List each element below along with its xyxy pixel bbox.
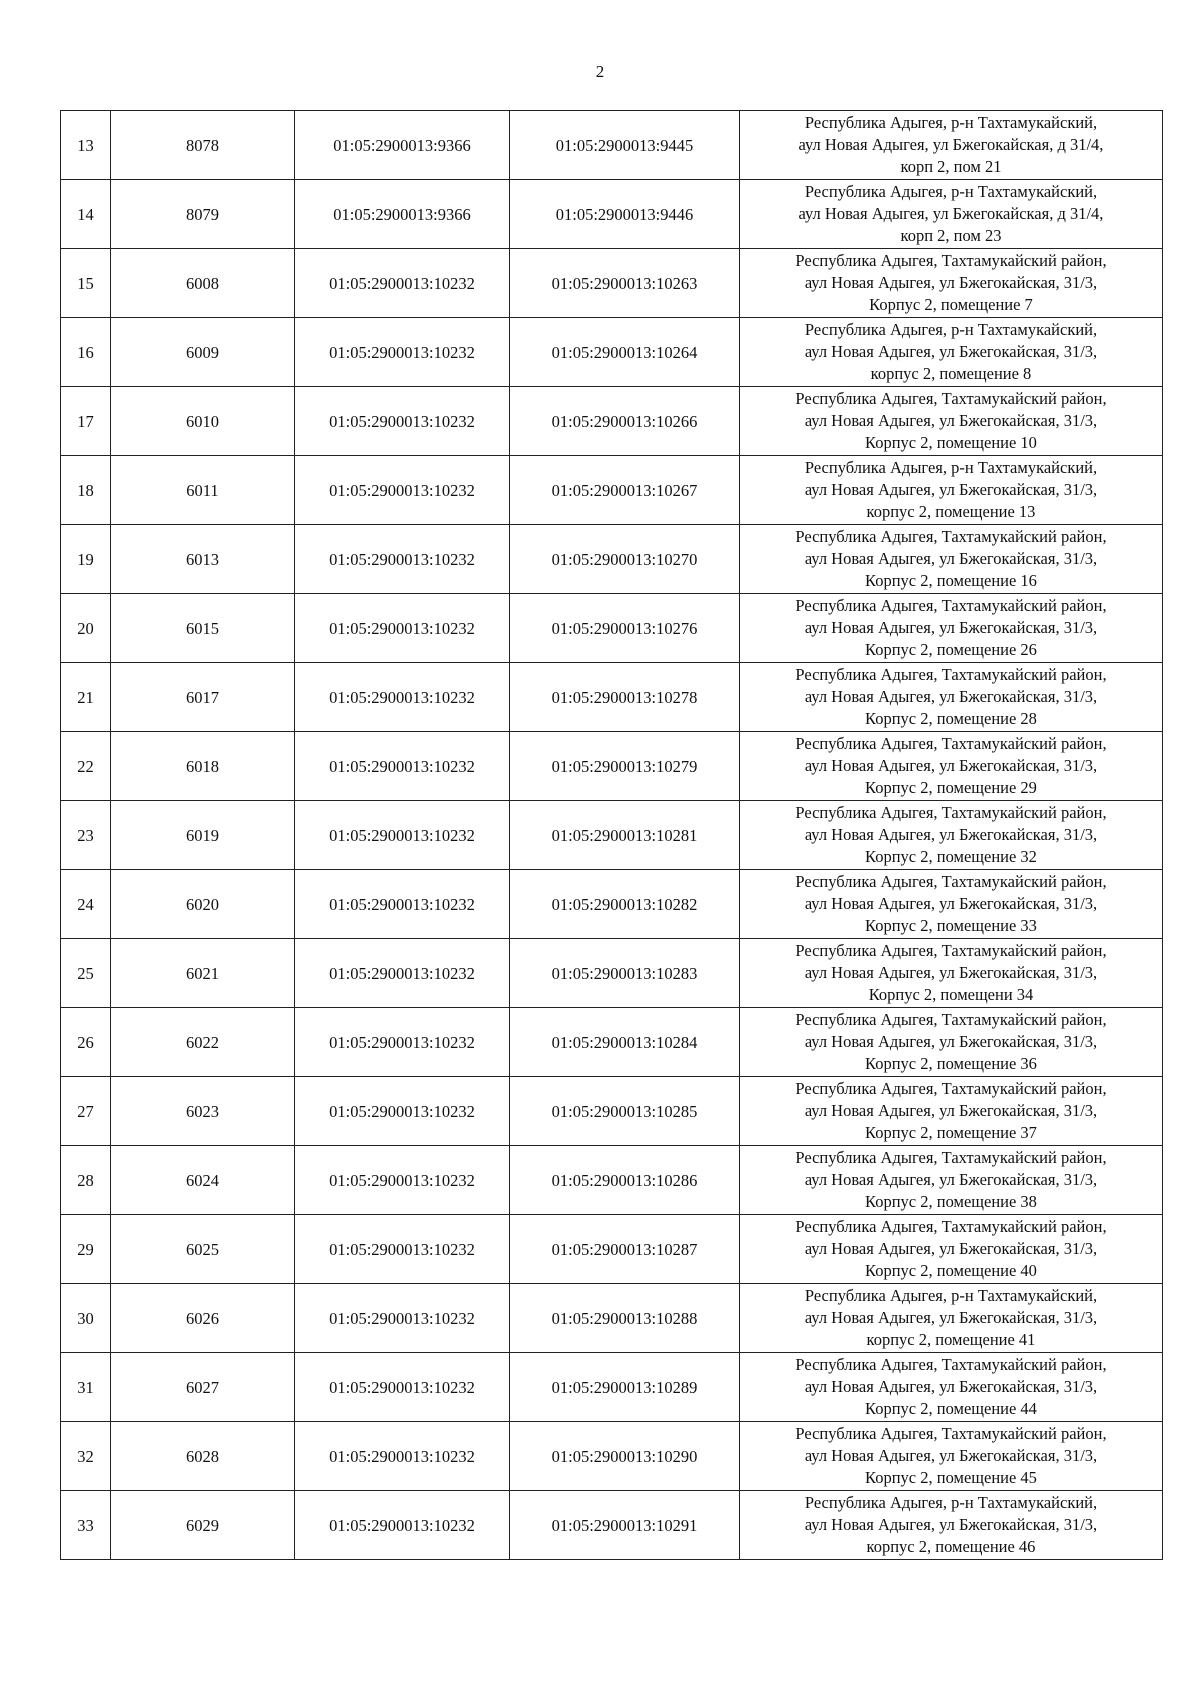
object-id-cell: 6009 bbox=[111, 318, 295, 387]
address-line: корпус 2, помещение 13 bbox=[866, 502, 1036, 521]
address-cell bbox=[740, 1491, 1163, 1560]
unit-cadastral-number-cell: 01:05:2900013:9446 bbox=[510, 180, 740, 249]
object-id-cell: 6023 bbox=[111, 1077, 295, 1146]
object-id-cell: 6025 bbox=[111, 1215, 295, 1284]
registry-rows bbox=[61, 111, 1163, 1560]
address-cell bbox=[740, 387, 1163, 456]
object-id-cell: 6010 bbox=[111, 387, 295, 456]
object-id-cell: 6024 bbox=[111, 1146, 295, 1215]
address-cell bbox=[740, 594, 1163, 663]
address-line: Республика Адыгея, Тахтамукайский район, bbox=[795, 872, 1107, 891]
unit-cadastral-number-cell: 01:05:2900013:10284 bbox=[510, 1008, 740, 1077]
address-line: Корпус 2, помещение 16 bbox=[865, 571, 1037, 590]
object-id-cell: 6008 bbox=[111, 249, 295, 318]
address-cell bbox=[740, 1422, 1163, 1491]
address-line: Корпус 2, помещение 29 bbox=[865, 778, 1037, 797]
row-number-cell: 15 bbox=[61, 249, 111, 318]
unit-cadastral-number-cell: 01:05:2900013:10285 bbox=[510, 1077, 740, 1146]
object-id-cell: 6021 bbox=[111, 939, 295, 1008]
parcel-cadastral-number-cell: 01:05:2900013:10232 bbox=[295, 1077, 510, 1146]
address-line: аул Новая Адыгея, ул Бжегокайская, 31/3, bbox=[804, 1170, 1098, 1189]
object-id-cell: 6020 bbox=[111, 870, 295, 939]
row-number-cell: 31 bbox=[61, 1353, 111, 1422]
page-number: 2 bbox=[595, 62, 605, 81]
address-line: Корпус 2, помещени 34 bbox=[868, 985, 1034, 1004]
address-line: Корпус 2, помещение 36 bbox=[865, 1054, 1037, 1073]
address-line: аул Новая Адыгея, ул Бжегокайская, 31/3, bbox=[804, 549, 1098, 568]
object-id-cell: 6029 bbox=[111, 1491, 295, 1560]
row-number-cell: 20 bbox=[61, 594, 111, 663]
address-line: аул Новая Адыгея, ул Бжегокайская, 31/3, bbox=[804, 687, 1098, 706]
table-row bbox=[61, 870, 1163, 939]
address-line: Республика Адыгея, р-н Тахтамукайский, bbox=[804, 182, 1098, 201]
row-number-cell: 18 bbox=[61, 456, 111, 525]
address-cell bbox=[740, 1008, 1163, 1077]
object-id-cell: 6011 bbox=[111, 456, 295, 525]
table-row bbox=[61, 1422, 1163, 1491]
address-line: аул Новая Адыгея, ул Бжегокайская, д 31/4, bbox=[798, 204, 1104, 223]
parcel-cadastral-number-cell: 01:05:2900013:10232 bbox=[295, 732, 510, 801]
table-row bbox=[61, 801, 1163, 870]
parcel-cadastral-number-cell: 01:05:2900013:10232 bbox=[295, 318, 510, 387]
table-row bbox=[61, 456, 1163, 525]
table-row bbox=[61, 1077, 1163, 1146]
parcel-cadastral-number-cell: 01:05:2900013:10232 bbox=[295, 387, 510, 456]
address-line: Корпус 2, помещение 26 bbox=[865, 640, 1037, 659]
parcel-cadastral-number-cell: 01:05:2900013:10232 bbox=[295, 1008, 510, 1077]
address-line: Республика Адыгея, р-н Тахтамукайский, bbox=[804, 320, 1098, 339]
address-line: Республика Адыгея, Тахтамукайский район, bbox=[795, 1148, 1107, 1167]
address-line: Корпус 2, помещение 38 bbox=[865, 1192, 1037, 1211]
row-number-cell: 26 bbox=[61, 1008, 111, 1077]
address-cell bbox=[740, 456, 1163, 525]
address-line: Республика Адыгея, Тахтамукайский район, bbox=[795, 389, 1107, 408]
address-line: аул Новая Адыгея, ул Бжегокайская, 31/3, bbox=[804, 1446, 1098, 1465]
table-row bbox=[61, 180, 1163, 249]
address-line: аул Новая Адыгея, ул Бжегокайская, д 31/4, bbox=[798, 135, 1104, 154]
address-cell bbox=[740, 249, 1163, 318]
address-line: корп 2, пом 21 bbox=[900, 157, 1002, 176]
unit-cadastral-number-cell: 01:05:2900013:10276 bbox=[510, 594, 740, 663]
table-row bbox=[61, 1353, 1163, 1422]
address-line: Республика Адыгея, р-н Тахтамукайский, bbox=[804, 458, 1098, 477]
row-number-cell: 22 bbox=[61, 732, 111, 801]
address-line: аул Новая Адыгея, ул Бжегокайская, 31/3, bbox=[804, 894, 1098, 913]
parcel-cadastral-number-cell: 01:05:2900013:10232 bbox=[295, 249, 510, 318]
address-cell bbox=[740, 111, 1163, 180]
parcel-cadastral-number-cell: 01:05:2900013:10232 bbox=[295, 1353, 510, 1422]
address-line: аул Новая Адыгея, ул Бжегокайская, 31/3, bbox=[804, 1032, 1098, 1051]
table-row bbox=[61, 594, 1163, 663]
address-line: Республика Адыгея, р-н Тахтамукайский, bbox=[804, 1286, 1098, 1305]
object-id-cell: 6018 bbox=[111, 732, 295, 801]
table-row bbox=[61, 525, 1163, 594]
unit-cadastral-number-cell: 01:05:2900013:10290 bbox=[510, 1422, 740, 1491]
address-cell bbox=[740, 1284, 1163, 1353]
address-line: Корпус 2, помещение 37 bbox=[865, 1123, 1037, 1142]
row-number-cell: 24 bbox=[61, 870, 111, 939]
table-row bbox=[61, 1146, 1163, 1215]
table-row bbox=[61, 1215, 1163, 1284]
row-number-cell: 17 bbox=[61, 387, 111, 456]
table-row bbox=[61, 249, 1163, 318]
address-line: аул Новая Адыгея, ул Бжегокайская, 31/3, bbox=[804, 1101, 1098, 1120]
address-line: Республика Адыгея, Тахтамукайский район, bbox=[795, 596, 1107, 615]
address-cell bbox=[740, 1077, 1163, 1146]
parcel-cadastral-number-cell: 01:05:2900013:10232 bbox=[295, 456, 510, 525]
address-cell bbox=[740, 939, 1163, 1008]
address-cell bbox=[740, 1146, 1163, 1215]
object-id-cell: 6019 bbox=[111, 801, 295, 870]
unit-cadastral-number-cell: 01:05:2900013:10264 bbox=[510, 318, 740, 387]
object-id-cell: 6013 bbox=[111, 525, 295, 594]
parcel-cadastral-number-cell: 01:05:2900013:10232 bbox=[295, 1422, 510, 1491]
address-line: корпус 2, помещение 8 bbox=[870, 364, 1032, 383]
address-line: аул Новая Адыгея, ул Бжегокайская, 31/3, bbox=[804, 618, 1098, 637]
unit-cadastral-number-cell: 01:05:2900013:10281 bbox=[510, 801, 740, 870]
address-line: Республика Адыгея, р-н Тахтамукайский, bbox=[804, 113, 1098, 132]
parcel-cadastral-number-cell: 01:05:2900013:10232 bbox=[295, 1491, 510, 1560]
parcel-cadastral-number-cell: 01:05:2900013:9366 bbox=[295, 111, 510, 180]
object-id-cell: 8079 bbox=[111, 180, 295, 249]
row-number-cell: 27 bbox=[61, 1077, 111, 1146]
address-line: Корпус 2, помещение 10 bbox=[865, 433, 1037, 452]
address-line: Корпус 2, помещение 7 bbox=[869, 295, 1033, 314]
unit-cadastral-number-cell: 01:05:2900013:10279 bbox=[510, 732, 740, 801]
object-id-cell: 6017 bbox=[111, 663, 295, 732]
table-row bbox=[61, 939, 1163, 1008]
address-cell bbox=[740, 180, 1163, 249]
unit-cadastral-number-cell: 01:05:2900013:10278 bbox=[510, 663, 740, 732]
address-line: Республика Адыгея, Тахтамукайский район, bbox=[795, 941, 1107, 960]
table-row bbox=[61, 1491, 1163, 1560]
row-number-cell: 28 bbox=[61, 1146, 111, 1215]
address-line: аул Новая Адыгея, ул Бжегокайская, 31/3, bbox=[804, 1377, 1098, 1396]
unit-cadastral-number-cell: 01:05:2900013:10282 bbox=[510, 870, 740, 939]
address-line: аул Новая Адыгея, ул Бжегокайская, 31/3, bbox=[804, 825, 1098, 844]
address-line: Корпус 2, помещение 33 bbox=[865, 916, 1037, 935]
unit-cadastral-number-cell: 01:05:2900013:10283 bbox=[510, 939, 740, 1008]
address-line: Республика Адыгея, Тахтамукайский район, bbox=[795, 803, 1107, 822]
table-row bbox=[61, 732, 1163, 801]
row-number-cell: 21 bbox=[61, 663, 111, 732]
object-id-cell: 6022 bbox=[111, 1008, 295, 1077]
address-line: аул Новая Адыгея, ул Бжегокайская, 31/3, bbox=[804, 273, 1098, 292]
row-number-cell: 30 bbox=[61, 1284, 111, 1353]
unit-cadastral-number-cell: 01:05:2900013:10286 bbox=[510, 1146, 740, 1215]
address-line: Корпус 2, помещение 28 bbox=[865, 709, 1037, 728]
unit-cadastral-number-cell: 01:05:2900013:10267 bbox=[510, 456, 740, 525]
address-line: Корпус 2, помещение 32 bbox=[865, 847, 1037, 866]
unit-cadastral-number-cell: 01:05:2900013:10263 bbox=[510, 249, 740, 318]
address-line: Республика Адыгея, Тахтамукайский район, bbox=[795, 251, 1107, 270]
parcel-cadastral-number-cell: 01:05:2900013:10232 bbox=[295, 594, 510, 663]
row-number-cell: 14 bbox=[61, 180, 111, 249]
address-line: Корпус 2, помещение 45 bbox=[865, 1468, 1037, 1487]
parcel-cadastral-number-cell: 01:05:2900013:10232 bbox=[295, 939, 510, 1008]
address-line: Республика Адыгея, Тахтамукайский район, bbox=[795, 665, 1107, 684]
address-line: Республика Адыгея, Тахтамукайский район, bbox=[795, 734, 1107, 753]
object-id-cell: 6015 bbox=[111, 594, 295, 663]
table-row bbox=[61, 318, 1163, 387]
address-line: аул Новая Адыгея, ул Бжегокайская, 31/3, bbox=[804, 963, 1098, 982]
table-row bbox=[61, 387, 1163, 456]
address-line: аул Новая Адыгея, ул Бжегокайская, 31/3, bbox=[804, 480, 1098, 499]
address-line: Корпус 2, помещение 44 bbox=[865, 1399, 1037, 1418]
address-cell bbox=[740, 870, 1163, 939]
parcel-cadastral-number-cell: 01:05:2900013:10232 bbox=[295, 1146, 510, 1215]
row-number-cell: 32 bbox=[61, 1422, 111, 1491]
address-cell bbox=[740, 1215, 1163, 1284]
unit-cadastral-number-cell: 01:05:2900013:9445 bbox=[510, 111, 740, 180]
row-number-cell: 29 bbox=[61, 1215, 111, 1284]
object-id-cell: 6027 bbox=[111, 1353, 295, 1422]
object-id-cell: 6028 bbox=[111, 1422, 295, 1491]
row-number-cell: 33 bbox=[61, 1491, 111, 1560]
table-row bbox=[61, 1284, 1163, 1353]
unit-cadastral-number-cell: 01:05:2900013:10291 bbox=[510, 1491, 740, 1560]
address-line: аул Новая Адыгея, ул Бжегокайская, 31/3, bbox=[804, 1515, 1098, 1534]
address-line: корпус 2, помещение 46 bbox=[866, 1537, 1036, 1556]
parcel-cadastral-number-cell: 01:05:2900013:10232 bbox=[295, 870, 510, 939]
unit-cadastral-number-cell: 01:05:2900013:10287 bbox=[510, 1215, 740, 1284]
unit-cadastral-number-cell: 01:05:2900013:10270 bbox=[510, 525, 740, 594]
address-line: Республика Адыгея, Тахтамукайский район, bbox=[795, 1079, 1107, 1098]
address-cell bbox=[740, 732, 1163, 801]
row-number-cell: 25 bbox=[61, 939, 111, 1008]
unit-cadastral-number-cell: 01:05:2900013:10266 bbox=[510, 387, 740, 456]
parcel-cadastral-number-cell: 01:05:2900013:10232 bbox=[295, 801, 510, 870]
unit-cadastral-number-cell: 01:05:2900013:10289 bbox=[510, 1353, 740, 1422]
row-number-cell: 13 bbox=[61, 111, 111, 180]
parcel-cadastral-number-cell: 01:05:2900013:10232 bbox=[295, 1284, 510, 1353]
address-line: Республика Адыгея, Тахтамукайский район, bbox=[795, 1217, 1107, 1236]
address-cell bbox=[740, 318, 1163, 387]
object-id-cell: 6026 bbox=[111, 1284, 295, 1353]
address-cell bbox=[740, 525, 1163, 594]
parcel-cadastral-number-cell: 01:05:2900013:10232 bbox=[295, 663, 510, 732]
address-cell bbox=[740, 1353, 1163, 1422]
parcel-cadastral-number-cell: 01:05:2900013:10232 bbox=[295, 1215, 510, 1284]
parcel-cadastral-number-cell: 01:05:2900013:9366 bbox=[295, 180, 510, 249]
row-number-cell: 19 bbox=[61, 525, 111, 594]
row-number-cell: 16 bbox=[61, 318, 111, 387]
parcel-cadastral-number-cell: 01:05:2900013:10232 bbox=[295, 525, 510, 594]
table-row bbox=[61, 663, 1163, 732]
object-id-cell: 8078 bbox=[111, 111, 295, 180]
table-row bbox=[61, 1008, 1163, 1077]
address-line: Республика Адыгея, Тахтамукайский район, bbox=[795, 1010, 1107, 1029]
table-row bbox=[61, 111, 1163, 180]
address-line: Республика Адыгея, р-н Тахтамукайский, bbox=[804, 1493, 1098, 1512]
registry-table bbox=[60, 110, 1163, 1560]
row-number-cell: 23 bbox=[61, 801, 111, 870]
unit-cadastral-number-cell: 01:05:2900013:10288 bbox=[510, 1284, 740, 1353]
address-line: Республика Адыгея, Тахтамукайский район, bbox=[795, 1424, 1107, 1443]
address-line: корпус 2, помещение 41 bbox=[866, 1330, 1036, 1349]
address-line: аул Новая Адыгея, ул Бжегокайская, 31/3, bbox=[804, 1308, 1098, 1327]
address-line: аул Новая Адыгея, ул Бжегокайская, 31/3, bbox=[804, 342, 1098, 361]
address-line: аул Новая Адыгея, ул Бжегокайская, 31/3, bbox=[804, 756, 1098, 775]
address-line: Корпус 2, помещение 40 bbox=[865, 1261, 1037, 1280]
address-cell bbox=[740, 801, 1163, 870]
address-cell bbox=[740, 663, 1163, 732]
address-line: аул Новая Адыгея, ул Бжегокайская, 31/3, bbox=[804, 411, 1098, 430]
address-line: корп 2, пом 23 bbox=[900, 226, 1002, 245]
address-line: аул Новая Адыгея, ул Бжегокайская, 31/3, bbox=[804, 1239, 1098, 1258]
address-line: Республика Адыгея, Тахтамукайский район, bbox=[795, 1355, 1107, 1374]
address-line: Республика Адыгея, Тахтамукайский район, bbox=[795, 527, 1107, 546]
